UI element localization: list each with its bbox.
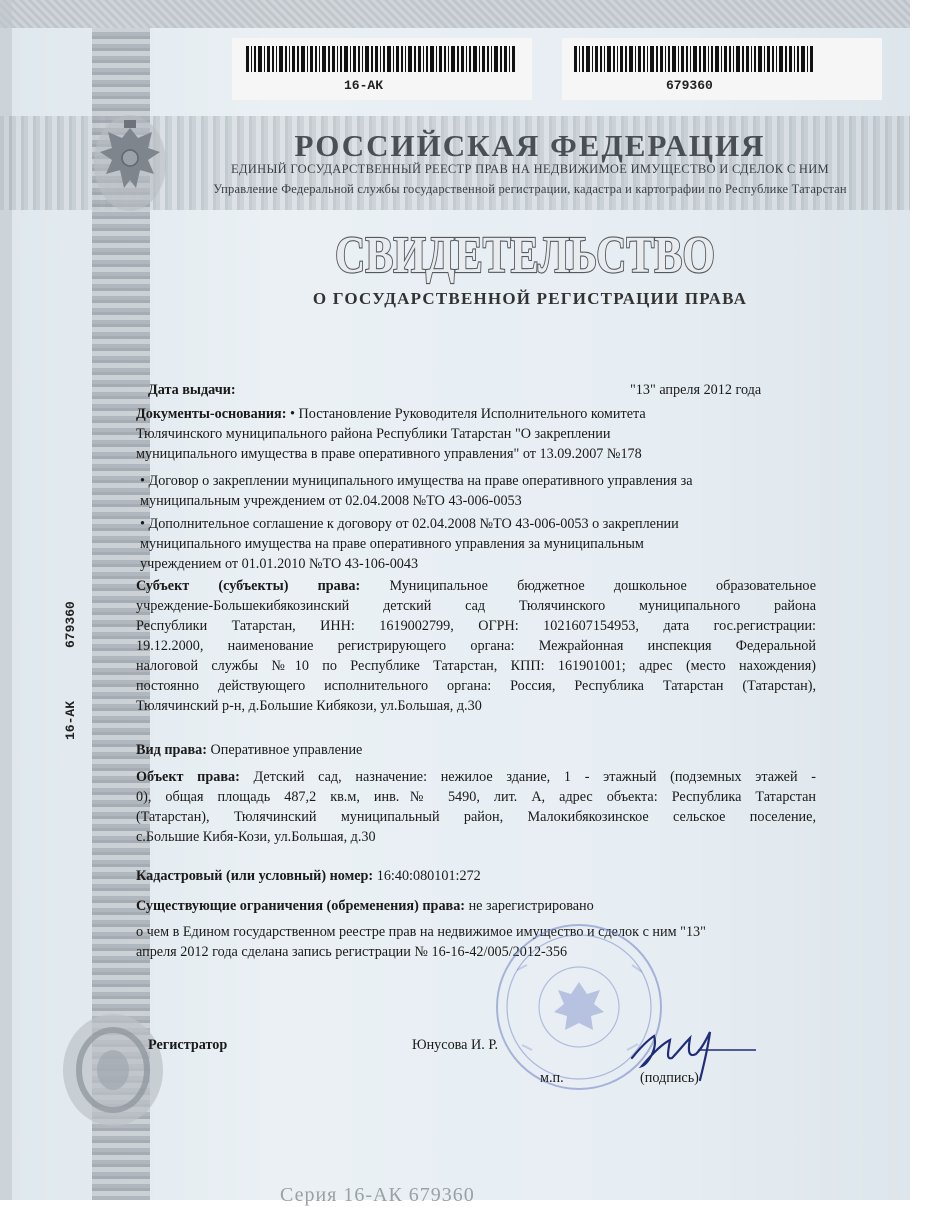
restrictions-label: Существующие ограничения (обременения) права: [136,898,466,914]
object-line-1 [136,767,816,787]
security-rosette-icon [58,1010,168,1130]
side-number-text: 679360 [63,601,78,648]
record-line-2: апреля 2012 года сделана запись регистрации № 16-16-42/005/2012-356 [136,944,568,960]
object-line-4: с.Большие Кибя-Кози, ул.Большая, д.30 [136,829,376,845]
object-line-2: 0), общая площадь 487,2 кв.м, инв.№ 5490, лит. А, адрес объекта: Республика Татарстан [136,789,816,805]
right-type-value: Оперативное управление [210,742,363,758]
subject-line-4: 19.12.2000, наименование регистрирующего органа: Межрайонная инспекция Федеральной [136,638,816,654]
barcode-series-text: 16-АК [344,78,384,93]
handwritten-signature [618,1018,768,1088]
subject-line-3: Республики Татарстан, ИНН: 1619002799, ОГРН: 1021607154953, дата гос.регистрации: [136,618,816,634]
subject-label: Субъект (субъекты) права: [136,578,361,594]
record-line-1: о чем в Едином государственном реестре прав на недвижимое имущество и сделок с ним "13" [136,924,706,940]
object-text-1: Детский сад, назначение: нежилое здание, 1 - этажный (подземных этажей - [253,769,816,785]
registrar-label: Регистратор [148,1037,228,1053]
barcode-number [562,38,882,100]
object-line-3: (Татарстан), Тюлячинский муниципальный район, Малокибякозинское сельское поселение, [136,809,816,825]
footer-series-line: Серия 16-АК 679360 [280,1184,475,1206]
basis-1-line-2: Тюлячинского муниципального района Республики Татарстан "О закреплении [136,426,611,442]
registry-title: ЕДИНЫЙ ГОСУДАРСТВЕННЫЙ РЕЕСТР ПРАВ НА НЕДВИЖИМОЕ ИМУЩЕСТВО И СДЕЛОК С НИМ [231,162,829,176]
registrar-name: Юнусова И. Р. [412,1037,499,1053]
barcode-series [232,38,532,100]
subject-line-7: Тюлячинский р-н, д.Большие Кибякози, ул.Большая, д.30 [136,698,482,714]
seal-place-label: м.п. [540,1070,564,1086]
cadastral-line [136,866,481,886]
basis-1-text: • Постановление Руководителя Исполнительного комитета [290,406,646,422]
guilloche-top-border [0,0,910,28]
barcode-icon [574,46,814,72]
basis-label: Документы-основания: [136,406,287,422]
right-type-line [136,740,362,760]
basis-line-1 [136,404,646,424]
basis-3-line-1: • Дополнительное соглашение к договору от 02.04.2008 №ТО 43-006-0053 о закреплении [140,516,679,532]
object-label: Объект права: [136,769,240,785]
document-title-text: СВИДЕТЕЛЬСТВО [335,227,715,284]
side-series-number [22,580,82,760]
signature-label: (подпись) [640,1070,699,1086]
basis-3-line-3: учреждением от 01.01.2010 №ТО 43-106-0043 [140,556,419,572]
subject-line-2: учреждение-Большекибякозинский детский сад Тюлячинского муниципального района [136,598,816,614]
side-series-text: 16-АК [63,700,78,740]
issue-date-value: "13" апреля 2012 года [630,382,762,398]
document-title [330,222,720,284]
basis-2-line-1: • Договор о закреплении муниципального имущества на праве оперативного управления за [140,473,693,489]
subject-text-1: Муниципальное бюджетное дошкольное образовательное [389,578,816,594]
subject-line-5: налоговой службы №10 по Республике Татарстан, КПП: 161901001; адрес (место нахождения) [136,658,816,674]
basis-2-line-2: муниципальным учреждением от 02.04.2008 №ТО 43-006-0053 [140,493,522,509]
cadastral-label: Кадастровый (или условный) номер: [136,868,374,884]
cadastral-value: 16:40:080101:272 [376,868,481,884]
country-title: РОССИЙСКАЯ ФЕДЕРАЦИЯ [294,128,766,163]
barcode-number-text: 679360 [666,78,713,93]
subject-line-6: постоянно действующего исполнительного органа: Россия, Республика Татарстан (Татарстан), [136,678,816,694]
basis-1-line-3: муниципального имущества в праве оперативного управления" от 13.09.2007 №178 [136,446,642,462]
coat-of-arms-icon [90,108,170,218]
restrictions-value: не зарегистрировано [468,898,594,914]
issue-date-label: Дата выдачи: [148,382,236,398]
document-subtitle: О ГОСУДАРСТВЕННОЙ РЕГИСТРАЦИИ ПРАВА [312,289,748,308]
restrictions-line [136,896,594,916]
barcode-icon [246,46,516,72]
authority-title: Управление Федеральной службы государственной регистрации, кадастра и картографии по Республике Татарстан [213,182,847,196]
basis-3-line-2: муниципального имущества на праве оперативного управления за муниципальным [140,536,644,552]
subject-line-1 [136,576,816,596]
right-type-label: Вид права: [136,742,207,758]
